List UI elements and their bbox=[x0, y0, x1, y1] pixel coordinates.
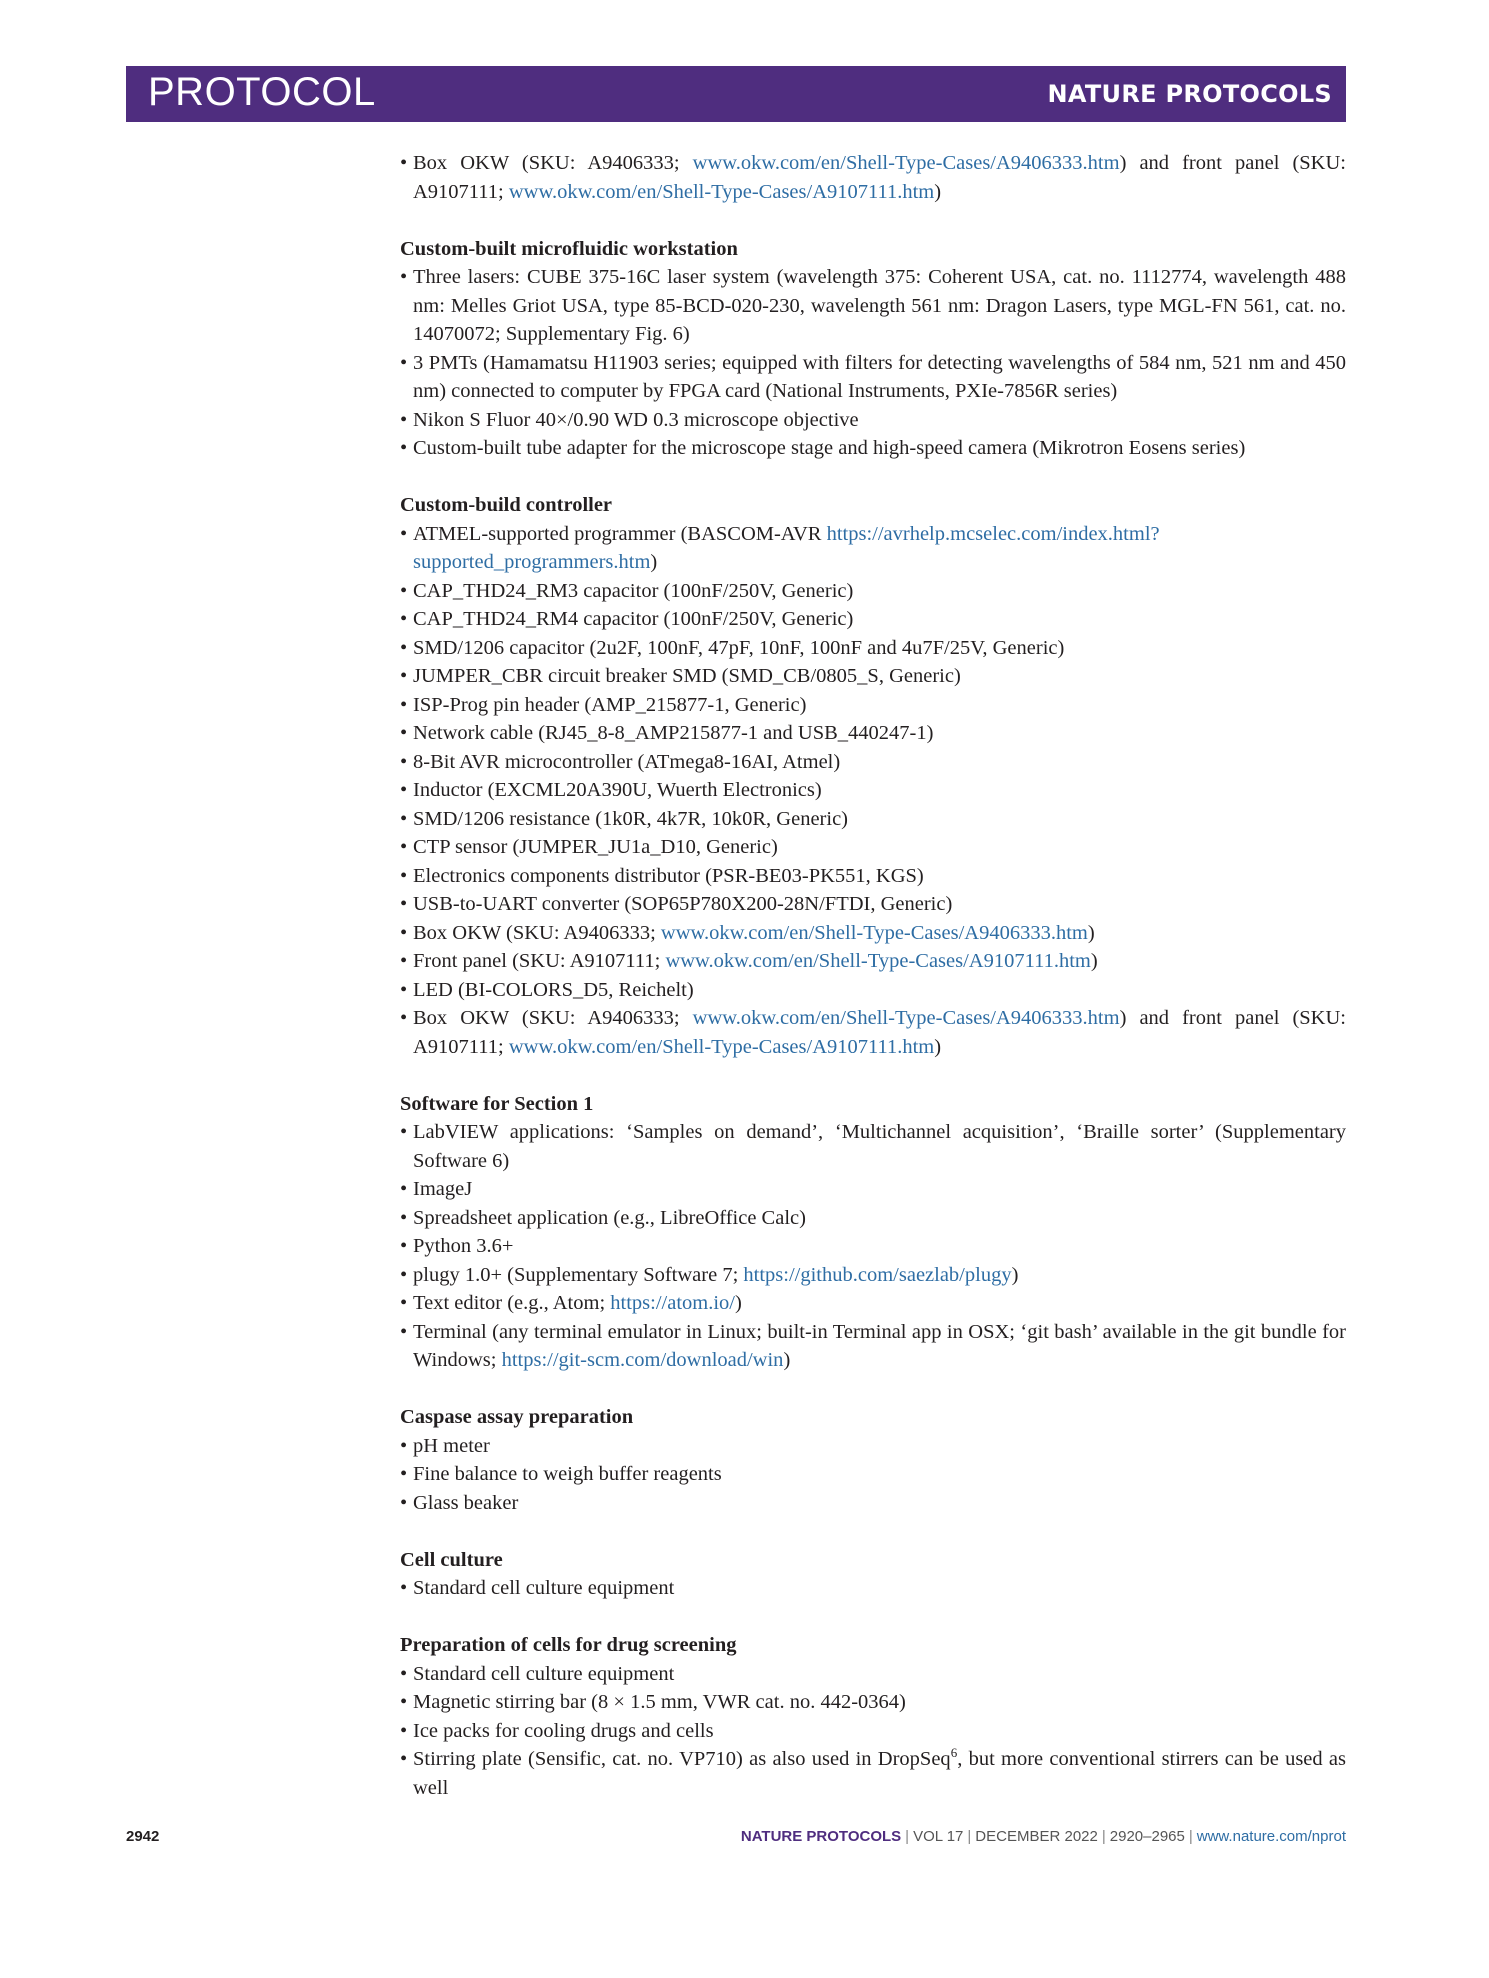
section-title: Custom-build controller bbox=[400, 494, 613, 516]
section-cell-culture bbox=[400, 1546, 1346, 1603]
okw-box-link[interactable]: www.okw.com/en/Shell-Type-Cases/A9406333.htm bbox=[692, 1007, 1120, 1029]
list-item: • 3 PMTs (Hamamatsu H11903 series; equipped with filters for detecting wavelengths of 584 nm, 521 nm and 450 nm) connected to computer by FPGA card (National Instruments, PXIe-7856R series) bbox=[400, 349, 1346, 406]
okw-panel-link[interactable]: www.okw.com/en/Shell-Type-Cases/A9107111.htm bbox=[508, 180, 935, 203]
list bbox=[400, 149, 1346, 206]
page-footer bbox=[126, 1828, 1346, 1852]
list-item: • Spreadsheet application (e.g., LibreOffice Calc) bbox=[400, 1204, 1346, 1233]
list-item: • ImageJ bbox=[400, 1175, 1346, 1204]
list-item: • CAP_THD24_RM3 capacitor (100nF/250V, Generic) bbox=[400, 577, 1346, 606]
list-item: • Ice packs for cooling drugs and cells bbox=[400, 1717, 1346, 1746]
list-item: • Glass beaker bbox=[400, 1489, 1346, 1518]
list bbox=[400, 1118, 1346, 1375]
section-title: Cell culture bbox=[400, 1548, 503, 1571]
list bbox=[400, 1432, 1346, 1518]
list-item: • LabVIEW applications: ‘Samples on demand’, ‘Multichannel acquisition’, ‘Braille sorter’ (Supplementary Software 6) bbox=[400, 1118, 1346, 1175]
list-item: • Text editor (e.g., Atom; https://atom.io/) bbox=[400, 1289, 1346, 1318]
section-title: Preparation of cells for drug screening bbox=[400, 1634, 737, 1656]
okw-panel-link[interactable]: www.okw.com/en/Shell-Type-Cases/A9107111.htm bbox=[665, 950, 1091, 972]
list bbox=[400, 263, 1346, 463]
main-content bbox=[400, 149, 1346, 1831]
list bbox=[400, 1660, 1346, 1803]
list-item: • Front panel (SKU: A9107111; www.okw.com/en/Shell-Type-Cases/A9107111.htm) bbox=[400, 947, 1346, 976]
list-item: • Standard cell culture equipment bbox=[400, 1660, 1346, 1689]
list-item: • Terminal (any terminal emulator in Linux; built-in Terminal app in OSX; ‘git bash’ available in the git bundle for Windows; https://git-scm.com/download/win) bbox=[400, 1318, 1346, 1375]
list-item: • Box OKW (SKU: A9406333; www.okw.com/en/Shell-Type-Cases/A9406333.htm) and front panel (SKU: A9107111; www.okw.com/en/Shell-Type-Cases/A9107111.htm) bbox=[400, 1004, 1346, 1061]
bascom-link[interactable]: https://avrhelp.mcselec.com/index.html?supported_programmers.htm bbox=[413, 522, 1160, 573]
list-item: • ISP-Prog pin header (AMP_215877-1, Generic) bbox=[400, 691, 1346, 720]
journal-citation: NATURE PROTOCOLS | VOL 17 | DECEMBER 2022 | 2920–2965 | www.nature.com/nprot bbox=[740, 1828, 1346, 1845]
section-drug-screening bbox=[400, 1631, 1346, 1802]
list-item: • 8-Bit AVR microcontroller (ATmega8-16AI, Atmel) bbox=[400, 748, 1346, 777]
section-controller bbox=[400, 491, 1346, 1061]
journal-url-link[interactable]: www.nature.com/nprot bbox=[1196, 1828, 1346, 1845]
list-item: • Electronics components distributor (PSR-BE03-PK551, KGS) bbox=[400, 862, 1346, 891]
section-label: PROTOCOL bbox=[148, 70, 376, 114]
page-number: 2942 bbox=[126, 1828, 160, 1845]
list-item: • SMD/1206 resistance (1k0R, 4k7R, 10k0R, Generic) bbox=[400, 805, 1346, 834]
list bbox=[400, 520, 1346, 1062]
list-item: • Standard cell culture equipment bbox=[400, 1574, 1346, 1603]
list-item: • Python 3.6+ bbox=[400, 1232, 1346, 1261]
list-item: • Network cable (RJ45_8-8_AMP215877-1 and USB_440247-1) bbox=[400, 719, 1346, 748]
section-workstation bbox=[400, 235, 1346, 463]
journal-name: NATURE PROTOCOLS bbox=[1047, 80, 1332, 108]
list-item: • Fine balance to weigh buffer reagents bbox=[400, 1460, 1346, 1489]
list-item: • CAP_THD24_RM4 capacitor (100nF/250V, Generic) bbox=[400, 605, 1346, 634]
list-item: • Inductor (EXCML20A390U, Wuerth Electronics) bbox=[400, 776, 1346, 805]
list-item: • Box OKW (SKU: A9406333; www.okw.com/en/Shell-Type-Cases/A9406333.htm) bbox=[400, 919, 1346, 948]
list-item: • SMD/1206 capacitor (2u2F, 100nF, 47pF, 10nF, 100nF and 4u7F/25V, Generic) bbox=[400, 634, 1346, 663]
reference-citation[interactable]: 6 bbox=[950, 1745, 958, 1761]
list-item: • LED (BI-COLORS_D5, Reichelt) bbox=[400, 976, 1346, 1005]
list-item: • Box OKW (SKU: A9406333; www.okw.com/en/Shell-Type-Cases/A9406333.htm) and front panel (SKU: A9107111; www.okw.com/en/Shell-Type-Cases/A9107111.htm) bbox=[400, 149, 1346, 206]
section-caspase bbox=[400, 1403, 1346, 1517]
git-scm-link[interactable]: https://git-scm.com/download/win bbox=[501, 1349, 784, 1371]
list-item: • Three lasers: CUBE 375-16C laser system (wavelength 375: Coherent USA, cat. no. 1112774, wavelength 488 nm: Melles Griot USA, type 85-BCD-020-230, wavelength 561 nm: Dragon Lasers, type MGL-FN 561, cat. no. 14070072; Supplementary Fig. 6) bbox=[400, 263, 1346, 349]
list-item: • CTP sensor (JUMPER_JU1a_D10, Generic) bbox=[400, 833, 1346, 862]
list-item: • ATMEL-supported programmer (BASCOM-AVR https://avrhelp.mcselec.com/index.html?supported_programmers.htm) bbox=[400, 520, 1346, 577]
list-item: • JUMPER_CBR circuit breaker SMD (SMD_CB/0805_S, Generic) bbox=[400, 662, 1346, 691]
list bbox=[400, 1574, 1346, 1603]
okw-box-link[interactable]: www.okw.com/en/Shell-Type-Cases/A9406333.htm bbox=[660, 921, 1088, 944]
okw-panel-link[interactable]: www.okw.com/en/Shell-Type-Cases/A9107111.htm bbox=[508, 1035, 935, 1058]
atom-link[interactable]: https://atom.io/ bbox=[610, 1292, 735, 1314]
list-item: • plugy 1.0+ (Supplementary Software 7; https://github.com/saezlab/plugy) bbox=[400, 1261, 1346, 1290]
section-title: Caspase assay preparation bbox=[400, 1406, 634, 1428]
list-item: • pH meter bbox=[400, 1432, 1346, 1461]
list-item: • Nikon S Fluor 40×/0.90 WD 0.3 microscope objective bbox=[400, 406, 1346, 435]
plugy-link[interactable]: https://github.com/saezlab/plugy bbox=[743, 1263, 1012, 1286]
list-item: • Magnetic stirring bar (8 × 1.5 mm, VWR cat. no. 442-0364) bbox=[400, 1688, 1346, 1717]
list-item: • USB-to-UART converter (SOP65P780X200-28N/FTDI, Generic) bbox=[400, 890, 1346, 919]
okw-box-link[interactable]: www.okw.com/en/Shell-Type-Cases/A9406333.htm bbox=[692, 152, 1120, 174]
section-title: Custom-built microfluidic workstation bbox=[400, 237, 738, 260]
list-item: • Custom-built tube adapter for the microscope stage and high-speed camera (Mikrotron Eosens series) bbox=[400, 434, 1346, 463]
section-software bbox=[400, 1090, 1346, 1375]
section-title: Software for Section 1 bbox=[400, 1092, 594, 1115]
page-header bbox=[126, 66, 1346, 122]
section-box bbox=[400, 149, 1346, 206]
list-item: • Stirring plate (Sensific, cat. no. VP710) as also used in DropSeq$^6$, but more conventional stirrers can be used as well bbox=[400, 1745, 1346, 1802]
